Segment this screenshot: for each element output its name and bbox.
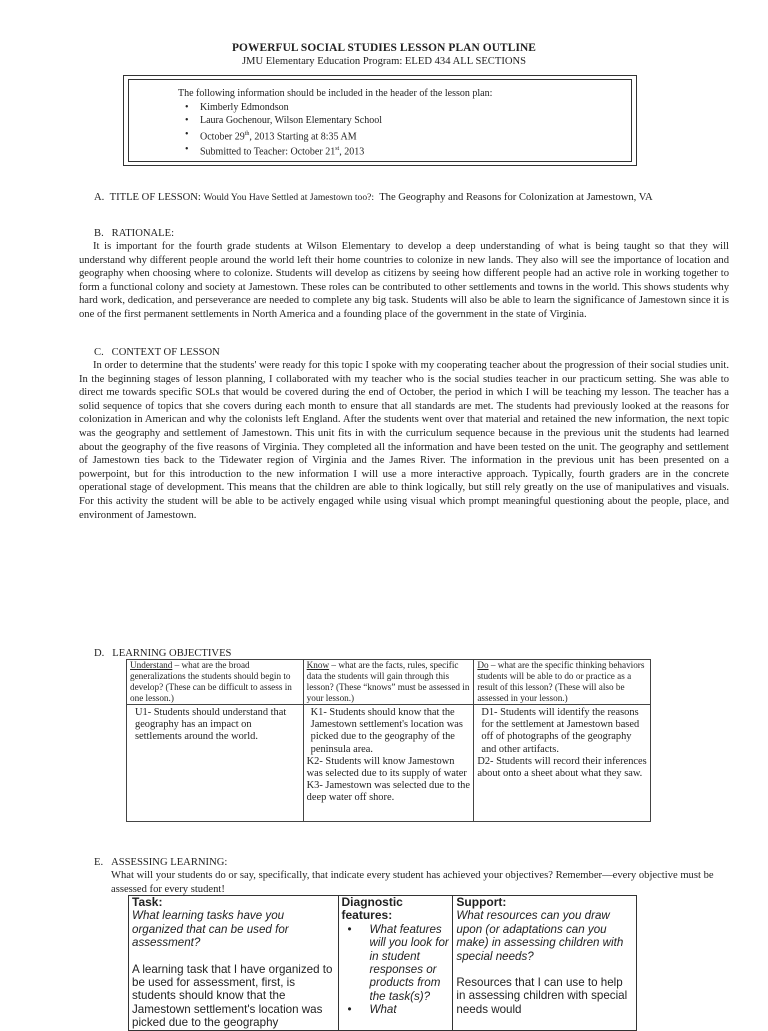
- section-d-heading: D. LEARNING OBJECTIVES: [94, 648, 232, 659]
- objectives-header-row: [127, 660, 651, 705]
- rationale-paragraph: It is important for the fourth grade students at Wilson Elementary to develop a deep understanding of what is being taught so that they will understand why different people around the world left their home countries to colonize in new lands. They also will see the importance of location and geography when choosing where to colonize. Students will develop as citizens by seeing how different people had an active role in working together to form a functional colony and society at Jamestown. These roles can be contributed to other settlements and towns in the world. This shows students why hard work, dedication, and perseverance are needed to complete any big task. Students will also be able to learn the significance of Jamestown since it is one of the first permanent settlements in North America and a founding place of the government in the state of Virginia.: [79, 241, 729, 320]
- section-a-title: A. TITLE OF LESSON: Would You Have Settled at Jamestown too?: The Geography and Reasons for Colonization at Jamestown, VA: [94, 192, 653, 203]
- know-header: Know – what are the facts, rules, specific data the students will gain through this lesson? (These “knows” must be assessed in your lesson.): [303, 660, 474, 705]
- diagnostic-cell: Diagnostic features: • What features will you look for in student responses or products from the task(s)? • What: [338, 896, 453, 1031]
- info-box-intro: The following information should be included in the header of the lesson plan:: [178, 88, 493, 99]
- understand-header: Understand – what are the broad generalizations the students should begin to develop? (These can be difficult to assess in one lesson.): [127, 660, 304, 705]
- do-cell: D1- Students will identify the reasons for the settlement at Jamestown based off of photographs of the geography and other artifacts. D2- Students will record their inferences about onto a sheet about what they saw.: [474, 705, 651, 822]
- context-paragraph: In order to determine that the students' were ready for this topic I spoke with my cooperating teacher about the progression of their social studies unit. In the beginning stages of lesson planning, I collaborated with my teacher who is the social studies teacher in our practicum setting. She was able to direct me towards specific SOLs that would be covered during the end of October, the period in which I will be teaching my lesson. The teacher has a solid sequence of topics that she covers during each month to ensure that all standards are met. The students had previously looked at the reasons for colonization in American and why the colonists left England. After the students went over that material and retained the new information, the next topic was the geography and settlement of Jamestown. This unit fits in with the curriculum sequence because in the previous unit the students had learned about the geography of the five reasons of Virginia. They completed all the information and have been tested on the unit. The geography and settlement of Jamestown ties back to the Tidewater region of Virginia and the James River. The information in the previous unit has been presented on a powerpoint, but for this introduction to the new information I will use a more interactive approach. Typically, fourth graders are in the concrete operational stage of development. This means that the children are able to think logically, but still rely greatly on the use of manipulatives and visuals. For this activity the student will be able to be actively engaged while using visual which prompt meaningful questioning about the people, place, and environment of Jamestown.: [79, 360, 729, 521]
- section-e-heading: E. ASSESSING LEARNING:: [94, 857, 228, 868]
- assessment-table: [128, 895, 637, 1031]
- learning-objectives-table: [126, 659, 651, 822]
- assessing-paragraph: What will your students do or say, specifically, that indicate every student has achieved your objectives? Remember—every objective must be assessed for every student!: [111, 870, 714, 895]
- info-item-name: • Kimberly Edmondson: [200, 101, 492, 115]
- task-cell: Task: What learning tasks have you organized that can be used for assessment? A learning task that I have organized to be used for assessment, first, is students should know that the Jamestown settlement's location was picked due to the geography: [129, 896, 339, 1031]
- info-item-school: • Laura Gochenour, Wilson Elementary School: [200, 114, 492, 128]
- know-cell: K1- Students should know that the Jamestown settlement's location was picked due to the geography of the peninsula area. K2- Students will know Jamestown was selected due to its supply of water K3- Jamestown was selected due to the deep water off shore.: [303, 705, 474, 822]
- objectives-body-row: [127, 705, 651, 822]
- info-item-date: • October 29th, 2013 Starting at 8:35 AM: [200, 128, 492, 144]
- understand-cell: U1- Students should understand that geography has an impact on settlements around the world.: [127, 705, 304, 822]
- support-cell: Support: What resources can you draw upon (or adaptations can you make) in assessing children with special needs? Resources that I can use to help in assessing children with special needs would: [453, 896, 637, 1031]
- section-c-heading: C. CONTEXT OF LESSON: [94, 347, 220, 358]
- info-box-list: [178, 101, 492, 160]
- section-b-heading: B. RATIONALE:: [94, 228, 175, 239]
- do-header: Do – what are the specific thinking behaviors students will be able to do or practice as a result of this lesson? (These will also be assessed in your lesson.): [474, 660, 651, 705]
- info-item-submitted: • Submitted to Teacher: October 21st, 2013: [200, 143, 492, 159]
- document-title: POWERFUL SOCIAL STUDIES LESSON PLAN OUTLINE: [231, 42, 536, 54]
- header-info-box: [123, 75, 637, 166]
- document-subtitle: JMU Elementary Education Program: ELED 434 ALL SECTIONS: [241, 56, 527, 67]
